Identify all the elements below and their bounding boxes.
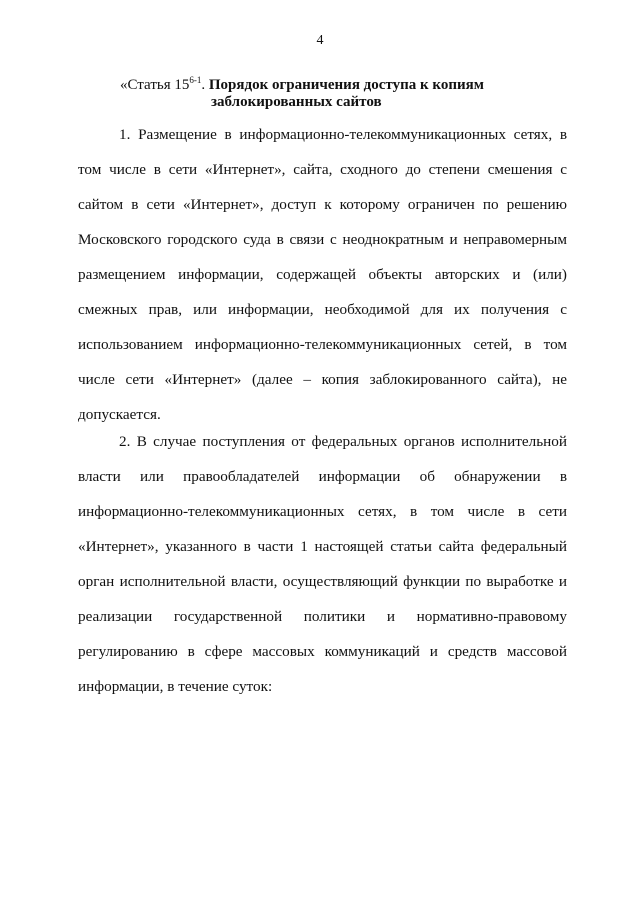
- article-heading: [120, 72, 580, 111]
- page-number: 4: [316, 33, 324, 48]
- article-separator: .: [201, 77, 206, 93]
- article-number-superscript: 6-1: [189, 75, 202, 85]
- paragraph-2: 2. В случае поступления от федеральных органов исполнительной власти или правообладателей информации об обнаружении в информационно-телекоммуникационных сетях, в том числе в сети «Интернет», указанного в части 1 настоящей статьи сайта федеральный орган исполнительной власти, осуществляющий функции по выработке и реализации государственной политики и нормативно-правовому регулированию в сфере массовых коммуникаций и средств массовой информации, в течение суток:: [78, 433, 567, 695]
- article-heading-line-1: [120, 72, 580, 94]
- article-label: «Статья 15: [120, 77, 190, 93]
- article-title-part-1: Порядок ограничения доступа к копиям: [208, 77, 484, 93]
- paragraph-1: 1. Размещение в информационно-телекоммуникационных сетях, в том числе в сети «Интернет», сайта, сходного до степени смешения с сайтом в сети «Интернет», доступ к которому ограничен по решению Московского городского суда в связи с неоднократным и неправомерным размещением информации, содержащей объекты авторских и (или) смежных прав, или информации, необходимой для их получения с использованием информационно-телекоммуникационных сетей, в том числе сети «Интернет» (далее – копия заблокированного сайта), не допускается.: [78, 126, 567, 423]
- article-title-part-2: заблокированных сайтов: [211, 94, 382, 110]
